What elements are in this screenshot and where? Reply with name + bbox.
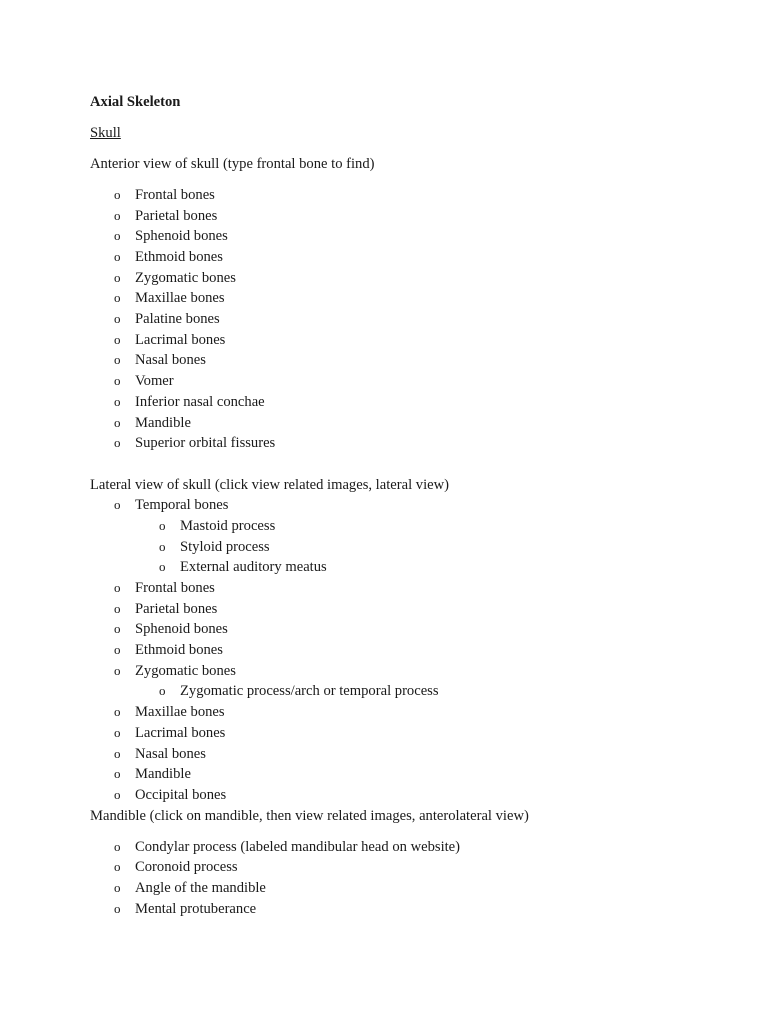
- list-item: [90, 764, 710, 785]
- bullet-marker: o: [114, 621, 121, 637]
- spacer: [90, 144, 710, 154]
- bullet-marker: o: [114, 393, 121, 409]
- list-item-label: Mental protuberance: [135, 900, 257, 917]
- section-heading-anterior: Anterior view of skull (type frontal bone to find): [90, 155, 375, 172]
- list-item: [90, 350, 710, 371]
- list-item: [90, 578, 710, 599]
- bullet-marker: o: [159, 683, 166, 699]
- bullet-list-mandible: [90, 837, 710, 920]
- list-item-label: External auditory meatus: [180, 559, 327, 576]
- bullet-marker: o: [114, 414, 121, 430]
- list-item-label: Temporal bones: [135, 497, 229, 514]
- list-item: [90, 702, 710, 723]
- bullet-marker: o: [114, 352, 121, 368]
- list-item: [90, 857, 710, 878]
- list-item-label: Frontal bones: [135, 580, 215, 597]
- bullet-marker: o: [114, 786, 121, 802]
- bullet-list-lateral: [90, 495, 710, 805]
- bullet-marker: o: [114, 373, 121, 389]
- bullet-marker: o: [114, 879, 121, 895]
- list-item-label: Inferior nasal conchae: [135, 393, 265, 410]
- bullet-marker: o: [114, 311, 121, 327]
- bullet-marker: o: [114, 269, 121, 285]
- bullet-marker: o: [114, 766, 121, 782]
- bullet-marker: o: [114, 900, 121, 916]
- sub-list-item: [90, 516, 710, 537]
- list-item-label: Vomer: [135, 373, 174, 390]
- list-item-label: Mandible: [135, 414, 191, 431]
- list-item-label: Lacrimal bones: [135, 724, 226, 741]
- bullet-marker: o: [114, 600, 121, 616]
- list-item-label: Superior orbital fissures: [135, 435, 276, 452]
- section-heading-mandible: Mandible (click on mandible, then view related images, anterolateral view): [90, 807, 529, 824]
- list-item: [90, 619, 710, 640]
- list-item-label: Maxillae bones: [135, 290, 225, 307]
- list-item: [90, 392, 710, 413]
- sub-list-item: [90, 557, 710, 578]
- list-item-label: Frontal bones: [135, 186, 215, 203]
- list-item-label: Zygomatic process/arch or temporal process: [180, 683, 439, 700]
- list-item: [90, 226, 710, 247]
- list-item: [90, 433, 710, 454]
- list-item-label: Coronoid process: [135, 859, 238, 876]
- bullet-marker: o: [114, 249, 121, 265]
- list-item-label: Parietal bones: [135, 207, 218, 224]
- list-item: [90, 640, 710, 661]
- bullet-marker: o: [159, 517, 166, 533]
- bullet-marker: o: [114, 435, 121, 451]
- list-item: [90, 206, 710, 227]
- bullet-marker: o: [114, 580, 121, 596]
- list-item: [90, 723, 710, 744]
- section-heading-lateral: Lateral view of skull (click view related images, lateral view): [90, 476, 450, 493]
- bullet-marker: o: [114, 724, 121, 740]
- list-item: [90, 413, 710, 434]
- document-page: [90, 92, 710, 919]
- list-item: [90, 309, 710, 330]
- list-item-label: Lacrimal bones: [135, 331, 226, 348]
- list-item: [90, 330, 710, 351]
- list-item: [90, 785, 710, 806]
- bullet-marker: o: [114, 704, 121, 720]
- document-title: Axial Skeleton: [90, 94, 181, 110]
- list-item-label: Nasal bones: [135, 352, 206, 369]
- list-item-label: Nasal bones: [135, 745, 206, 762]
- bullet-list-anterior: [90, 185, 710, 454]
- list-item-label: Ethmoid bones: [135, 249, 223, 266]
- list-item: [90, 744, 710, 765]
- list-item-label: Zygomatic bones: [135, 269, 236, 286]
- list-item-label: Palatine bones: [135, 311, 220, 328]
- bullet-marker: o: [114, 228, 121, 244]
- bullet-marker: o: [114, 662, 121, 678]
- bullet-marker: o: [159, 538, 166, 554]
- bullet-marker: o: [159, 559, 166, 575]
- bullet-marker: o: [114, 207, 121, 223]
- spacer: [90, 454, 710, 475]
- sub-list-item: [90, 681, 710, 702]
- list-item-label: Parietal bones: [135, 600, 218, 617]
- list-item: [90, 599, 710, 620]
- list-item-label: Occipital bones: [135, 786, 227, 803]
- spacer: [90, 113, 710, 123]
- list-item-label: Mandible: [135, 766, 191, 783]
- list-item: [90, 661, 710, 682]
- bullet-marker: o: [114, 859, 121, 875]
- list-item-label: Mastoid process: [180, 517, 276, 534]
- list-item-label: Sphenoid bones: [135, 621, 228, 638]
- list-item-label: Angle of the mandible: [135, 879, 266, 896]
- list-item: [90, 878, 710, 899]
- spacer: [90, 175, 710, 185]
- bullet-marker: o: [114, 745, 121, 761]
- list-item-label: Sphenoid bones: [135, 228, 228, 245]
- bullet-marker: o: [114, 331, 121, 347]
- list-item: [90, 247, 710, 268]
- list-item-label: Maxillae bones: [135, 704, 225, 721]
- sub-list-item: [90, 537, 710, 558]
- list-item-label: Ethmoid bones: [135, 642, 223, 659]
- bullet-marker: o: [114, 186, 121, 202]
- list-item: [90, 268, 710, 289]
- list-item: [90, 288, 710, 309]
- bullet-marker: o: [114, 497, 121, 513]
- bullet-marker: o: [114, 838, 121, 854]
- list-item: [90, 837, 710, 858]
- bullet-marker: o: [114, 642, 121, 658]
- list-item-label: Zygomatic bones: [135, 662, 236, 679]
- section-subtitle: Skull: [90, 124, 121, 141]
- list-item: [90, 495, 710, 516]
- list-item: [90, 371, 710, 392]
- list-item-label: Condylar process (labeled mandibular head on website): [135, 838, 461, 855]
- list-item: [90, 185, 710, 206]
- list-item: [90, 899, 710, 920]
- bullet-marker: o: [114, 290, 121, 306]
- spacer: [90, 826, 710, 836]
- list-item-label: Styloid process: [180, 538, 270, 555]
